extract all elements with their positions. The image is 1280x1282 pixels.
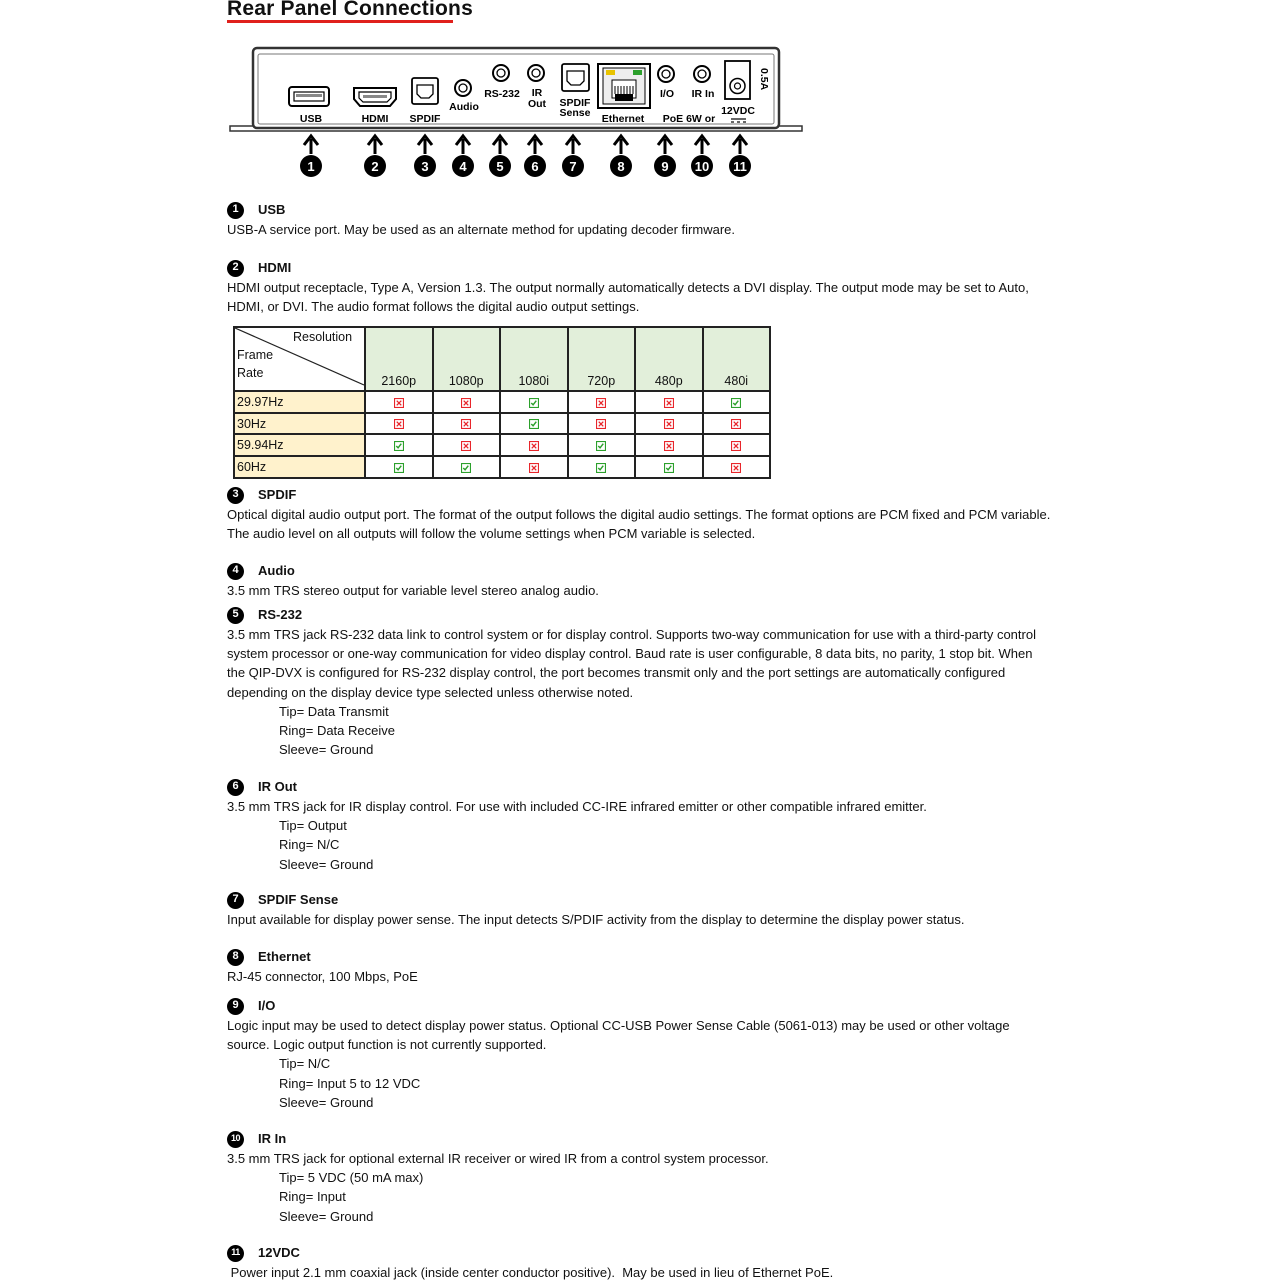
unsupported-cell xyxy=(703,456,771,478)
unsupported-cell xyxy=(703,434,771,456)
callout-number: 6 xyxy=(531,159,539,174)
section-ir-in xyxy=(227,1129,1067,1226)
section-hdmi xyxy=(227,258,1067,316)
dc-jack-icon xyxy=(725,61,750,99)
supported-cell xyxy=(568,434,636,456)
page-title: Rear Panel Connections xyxy=(227,0,473,20)
section-text: Input available for display power sense. The input detects S/PDIF activity from the display to determine the display power status. xyxy=(227,912,965,927)
column-header: 1080i xyxy=(500,327,568,391)
label-poe: PoE 6W or xyxy=(662,113,716,125)
number-badge: 4 xyxy=(227,563,244,580)
ir-in-jack-icon xyxy=(694,66,710,82)
callout-markers xyxy=(300,136,751,177)
callout-2 xyxy=(364,136,386,177)
cross-icon xyxy=(596,419,606,429)
callout-9 xyxy=(654,136,676,177)
cross-icon xyxy=(461,398,471,408)
supported-cell xyxy=(500,391,568,413)
corner-frame-label: Frame xyxy=(237,348,274,362)
pin-sleeve: Sleeve= Ground xyxy=(279,856,374,872)
callout-number: 11 xyxy=(733,159,747,174)
label-ir-out-1: IR xyxy=(531,87,543,99)
unsupported-cell xyxy=(568,413,636,435)
frame-rate-cell: 30Hz xyxy=(234,413,365,435)
label-amps: 0.5A xyxy=(758,68,770,91)
label-usb: USB xyxy=(299,113,323,125)
frame-rate-cell: 29.97Hz xyxy=(234,391,365,413)
label-io: I/O xyxy=(659,88,675,100)
supported-cell xyxy=(568,456,636,478)
pin-tip: Tip= 5 VDC (50 mA max) xyxy=(279,1170,424,1186)
number-badge: 8 xyxy=(227,949,244,966)
cross-icon xyxy=(664,419,674,429)
corner-resolution-label: Resolution xyxy=(293,330,353,344)
callout-5 xyxy=(489,136,511,177)
check-icon xyxy=(731,398,741,408)
pin-ring: Ring= Input 5 to 12 VDC xyxy=(279,1075,421,1091)
cross-icon xyxy=(529,463,539,473)
callout-10 xyxy=(691,136,713,177)
check-icon xyxy=(394,441,404,451)
callout-1 xyxy=(300,136,322,177)
section-spdif xyxy=(227,485,1067,543)
label-spdif-sense-2: Sense xyxy=(559,107,591,119)
section-text: USB-A service port. May be used as an alternate method for updating decoder firmware. xyxy=(227,222,735,237)
pin-sleeve: Sleeve= Ground xyxy=(279,1208,374,1224)
section-io xyxy=(227,996,1027,1112)
rear-panel-diagram xyxy=(225,42,815,182)
callout-number: 2 xyxy=(371,159,379,174)
pin-ring: Ring= Input xyxy=(279,1189,346,1205)
check-icon xyxy=(461,463,471,473)
section-text: RJ-45 connector, 100 Mbps, PoE xyxy=(227,969,418,984)
number-badge: 11 xyxy=(227,1245,244,1262)
unsupported-cell xyxy=(433,413,501,435)
callout-11 xyxy=(729,136,751,177)
pin-tip: Tip= Data Transmit xyxy=(279,703,389,719)
number-badge: 7 xyxy=(227,892,244,909)
supported-cell xyxy=(365,434,433,456)
usb-port-icon xyxy=(289,87,329,106)
number-badge: 9 xyxy=(227,998,244,1015)
table-row xyxy=(234,434,770,456)
unsupported-cell xyxy=(635,391,703,413)
unsupported-cell xyxy=(635,434,703,456)
label-rs232: RS-232 xyxy=(484,88,520,100)
section-text: 3.5 mm TRS jack for optional external IR receiver or wired IR from a control system processor. xyxy=(227,1151,769,1166)
callout-number: 9 xyxy=(661,159,669,174)
unsupported-cell xyxy=(365,413,433,435)
callout-number: 3 xyxy=(421,159,429,174)
table-header-row xyxy=(234,327,770,391)
cross-icon xyxy=(529,441,539,451)
supported-cell xyxy=(500,413,568,435)
table-row xyxy=(234,456,770,478)
ethernet-port-icon xyxy=(598,64,650,108)
cross-icon xyxy=(731,441,741,451)
callout-4 xyxy=(452,136,474,177)
cross-icon xyxy=(664,398,674,408)
callout-number: 10 xyxy=(694,159,710,174)
section-text: 3.5 mm TRS stereo output for variable level stereo analog audio. xyxy=(227,583,599,598)
section-title: SPDIF Sense xyxy=(258,892,339,908)
callout-number: 7 xyxy=(569,159,577,174)
label-ir-in: IR In xyxy=(691,88,715,100)
pin-ring: Ring= Data Receive xyxy=(279,723,395,739)
corner-rate-label: Rate xyxy=(237,366,264,380)
cross-icon xyxy=(461,441,471,451)
check-icon xyxy=(664,463,674,473)
supported-cell xyxy=(433,456,501,478)
pin-ring: Ring= N/C xyxy=(279,837,340,853)
spdif-sense-port-icon xyxy=(562,64,589,91)
pin-tip: Tip= N/C xyxy=(279,1056,331,1072)
io-jack-icon xyxy=(658,66,674,82)
section-12vdc xyxy=(227,1243,1067,1282)
column-header: 480p xyxy=(635,327,703,391)
table-row xyxy=(234,413,770,435)
supported-cell xyxy=(635,456,703,478)
section-title: SPDIF xyxy=(258,487,297,503)
rs232-jack-icon xyxy=(493,65,509,81)
unsupported-cell xyxy=(703,413,771,435)
audio-jack-icon xyxy=(455,80,471,96)
unsupported-cell xyxy=(568,391,636,413)
column-header: 480i xyxy=(703,327,771,391)
label-audio: Audio xyxy=(449,101,479,113)
number-badge: 2 xyxy=(227,260,244,277)
cross-icon xyxy=(394,419,404,429)
label-hdmi: HDMI xyxy=(361,113,389,125)
callout-number: 5 xyxy=(496,159,504,174)
section-text: Optical digital audio output port. The format of the output follows the digital audio settings. The format options are PCM fixed and PCM variable. The audio level on all outputs will follow the volume settings when PCM variable is selected. xyxy=(227,507,1051,542)
section-spdif-sense xyxy=(227,890,1067,929)
title-underline xyxy=(227,20,453,23)
section-ir-out xyxy=(227,777,1067,874)
cross-icon xyxy=(731,463,741,473)
section-text: 3.5 mm TRS jack RS-232 data link to control system or for display control. Supports two-way communication for use with a third-party control system processor or one-way communication for video display control. Baud rate is user configurable, 8 data bits, no parity, 1 stop bit. When the QIP-DVX is configured for RS-232 display control, the port becomes transmit only and the port settings are automatically configured depending on the display device type selected unless otherwise noted. xyxy=(227,627,1036,700)
unsupported-cell xyxy=(635,413,703,435)
callout-7 xyxy=(562,136,584,177)
check-icon xyxy=(529,398,539,408)
number-badge: 1 xyxy=(227,202,244,219)
unsupported-cell xyxy=(500,456,568,478)
section-rs232 xyxy=(227,605,1042,759)
label-spdif: SPDIF xyxy=(409,113,441,125)
supported-cell xyxy=(703,391,771,413)
check-icon xyxy=(529,419,539,429)
table-row xyxy=(234,391,770,413)
cross-icon xyxy=(461,419,471,429)
unsupported-cell xyxy=(433,391,501,413)
pin-tip: Tip= Output xyxy=(279,818,347,834)
number-badge: 5 xyxy=(227,607,244,624)
column-header: 720p xyxy=(568,327,636,391)
column-header: 1080p xyxy=(433,327,501,391)
section-text: Power input 2.1 mm coaxial jack (inside center conductor positive). May be used in lieu of Ethernet PoE. xyxy=(227,1265,834,1280)
check-icon xyxy=(596,463,606,473)
hdmi-port-icon xyxy=(354,88,396,106)
number-badge: 6 xyxy=(227,779,244,796)
callout-8 xyxy=(610,136,632,177)
supported-cell xyxy=(365,456,433,478)
spdif-port-icon xyxy=(412,78,438,104)
section-text: Logic input may be used to detect display power status. Optional CC-USB Power Sense Cable (5061-013) may be used or other voltage source. Logic output function is not currently supported. xyxy=(227,1018,1010,1053)
unsupported-cell xyxy=(500,434,568,456)
column-header: 2160p xyxy=(365,327,433,391)
cross-icon xyxy=(596,398,606,408)
table-corner-cell xyxy=(234,327,365,391)
callout-number: 1 xyxy=(307,159,315,174)
frame-rate-cell: 60Hz xyxy=(234,456,365,478)
section-title: HDMI xyxy=(258,260,292,276)
section-title: IR Out xyxy=(258,779,297,795)
callout-number: 8 xyxy=(617,159,625,174)
section-title: Ethernet xyxy=(258,949,311,965)
section-ethernet xyxy=(227,947,1067,986)
label-12vdc: 12VDC xyxy=(721,105,755,117)
section-title: Audio xyxy=(258,563,295,579)
callout-6 xyxy=(524,136,546,177)
frame-rate-cell: 59.94Hz xyxy=(234,434,365,456)
ir-out-jack-icon xyxy=(528,65,544,81)
section-title: USB xyxy=(258,202,286,218)
pin-sleeve: Sleeve= Ground xyxy=(279,1094,374,1110)
section-title: IR In xyxy=(258,1131,287,1147)
section-audio xyxy=(227,561,1067,600)
section-title: RS-232 xyxy=(258,607,303,623)
unsupported-cell xyxy=(433,434,501,456)
section-title: 12VDC xyxy=(258,1245,300,1261)
callout-3 xyxy=(414,136,436,177)
check-icon xyxy=(596,441,606,451)
number-badge: 10 xyxy=(227,1131,244,1148)
callout-number: 4 xyxy=(459,159,467,174)
cross-icon xyxy=(664,441,674,451)
section-text: HDMI output receptacle, Type A, Version 1.3. The output normally automatically detects a DVI display. The output mode may be set to Auto, HDMI, or DVI. The audio format follows the digital audio output settings. xyxy=(227,280,1029,315)
section-text: 3.5 mm TRS jack for IR display control. For use with included CC-IRE infrared emitter or other compatible infrared emitter. xyxy=(227,799,927,814)
resolution-support-table xyxy=(233,326,771,479)
pin-sleeve: Sleeve= Ground xyxy=(279,742,374,758)
label-ethernet: Ethernet xyxy=(601,113,645,125)
number-badge: 3 xyxy=(227,487,244,504)
section-usb xyxy=(227,200,1067,239)
check-icon xyxy=(394,463,404,473)
label-ir-out-2: Out xyxy=(527,98,547,110)
label-spdif-sense-1: SPDIF xyxy=(559,97,591,109)
section-title: I/O xyxy=(258,998,276,1014)
cross-icon xyxy=(731,419,741,429)
cross-icon xyxy=(394,398,404,408)
unsupported-cell xyxy=(365,391,433,413)
